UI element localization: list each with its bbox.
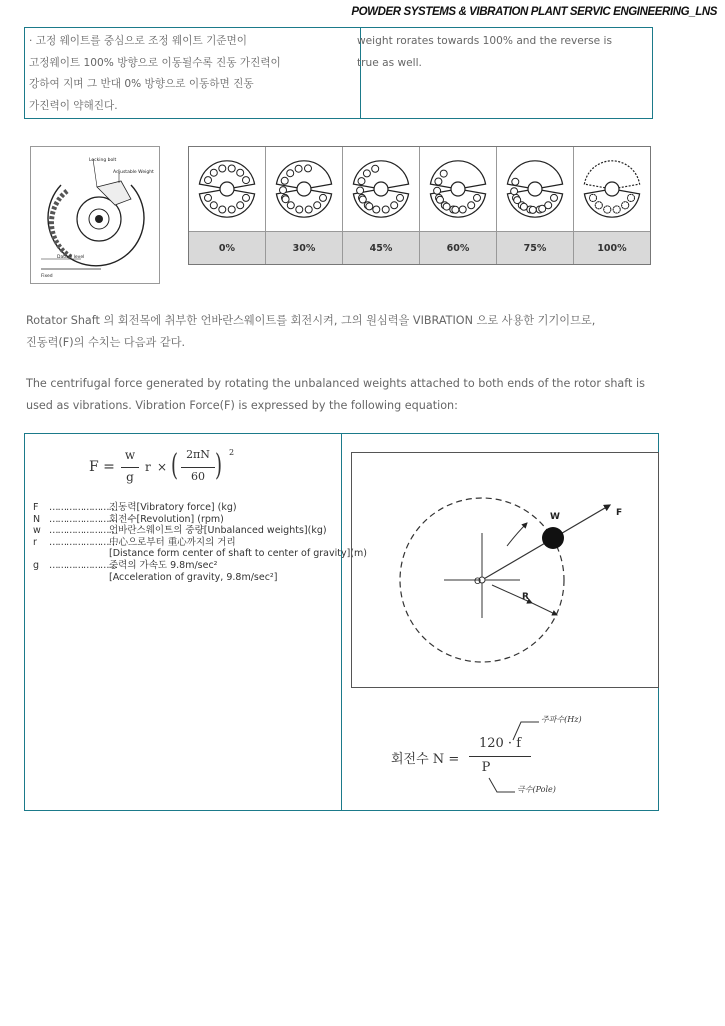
weight-position-image xyxy=(266,147,342,231)
fraction-bar xyxy=(121,467,139,468)
locking-bolt-label: Locking bolt xyxy=(89,158,117,163)
definition-symbol xyxy=(33,548,49,560)
definition-text: 중력의 가속도 9.8m/sec² xyxy=(109,559,218,571)
formula-lhs: F = xyxy=(89,459,115,475)
weight-sector-icon xyxy=(422,153,494,225)
label-w: W xyxy=(550,512,560,522)
definition-row xyxy=(33,537,367,549)
definition-dots: …………………… xyxy=(49,513,117,525)
label-r: R xyxy=(522,592,529,602)
label-f: F xyxy=(616,508,623,518)
english-paragraph xyxy=(26,373,645,417)
korean-paragraph-line: 진동력(F)의 수치는 다음과 같다. xyxy=(26,336,186,349)
weight-position-column xyxy=(266,147,343,264)
formula-exponent: 2 xyxy=(229,448,235,457)
adjustable-weight-label: Adjustable Weight xyxy=(113,170,154,175)
pole-note: 극수(Pole) xyxy=(517,785,556,794)
definition-text: 회전수[Revolution] (rpm) xyxy=(109,513,224,525)
english-line: true as well. xyxy=(357,56,422,69)
formula-times: × xyxy=(157,460,168,474)
description-table xyxy=(24,27,653,119)
weight-position-label: 75% xyxy=(497,231,573,264)
formula-g: g xyxy=(126,470,134,484)
korean-description-cell xyxy=(25,28,361,118)
definition-row xyxy=(33,548,367,560)
definition-symbol: F xyxy=(33,502,39,513)
hz-note: 주파수(Hz) xyxy=(541,715,582,724)
page-header-title: POWDER SYSTEMS & VIBRATION PLANT SERVIC ENGINEERING_LNS xyxy=(351,6,717,18)
definition-symbol: w xyxy=(33,525,41,537)
weight-sector-icon xyxy=(499,153,571,225)
definition-dots: …………………… xyxy=(49,525,117,537)
force-diagram xyxy=(351,452,659,688)
weight-position-label: 0% xyxy=(189,231,265,264)
rpm-numerator: 120 · f xyxy=(478,736,522,751)
weight-position-image xyxy=(420,147,496,231)
definition-symbol: g xyxy=(33,559,40,571)
definition-text: 中心으로부터 重心까지의 거리 xyxy=(109,536,236,548)
variable-definitions xyxy=(33,502,367,583)
definition-row xyxy=(33,525,367,537)
weight-position-label: 60% xyxy=(420,231,496,264)
rpm-label: 회전수 N = xyxy=(391,752,460,767)
definition-row xyxy=(33,502,367,514)
formula-2pin: 2πN xyxy=(186,448,210,461)
definition-dots xyxy=(49,572,109,584)
force-diagram-drawing xyxy=(352,453,658,687)
english-description-cell xyxy=(353,28,652,118)
definition-dots xyxy=(49,548,109,560)
weight-position-label: 100% xyxy=(574,231,650,264)
weight-position-column xyxy=(189,147,266,264)
equation-table xyxy=(24,433,659,811)
korean-line: 고정웨이트 100% 방향으로 이동될수록 진동 가진력이 xyxy=(29,56,281,69)
weight-position-image xyxy=(343,147,419,231)
definition-dots: …………………… xyxy=(49,536,117,548)
definition-text: 언바란스웨이트의 중량[Unbalanced weights](kg) xyxy=(109,525,327,537)
right-paren: ) xyxy=(215,448,223,483)
table-divider xyxy=(341,434,342,810)
weight-position-image xyxy=(497,147,573,231)
weight-position-column xyxy=(574,147,650,264)
weight-sector-icon xyxy=(576,153,648,225)
weight-position-column xyxy=(497,147,574,264)
fraction-bar xyxy=(469,756,531,757)
korean-paragraph xyxy=(26,310,595,354)
weight-position-label: 45% xyxy=(343,231,419,264)
rpm-formula xyxy=(391,712,621,802)
weight-position-image xyxy=(574,147,650,231)
definition-symbol xyxy=(33,572,49,584)
weight-sector-icon xyxy=(268,153,340,225)
label-o: O xyxy=(474,577,482,587)
english-line: weight rorates towards 100% and the reverse is xyxy=(357,35,613,47)
rotor-weight-drawing xyxy=(31,147,159,283)
english-paragraph-line: The centrifugal force generated by rotating the unbalanced weights attached to both ends of the rotor shaft is xyxy=(26,377,645,390)
fixed-label: Fixed xyxy=(41,274,53,279)
formula-r: r xyxy=(145,460,151,474)
weight-position-image xyxy=(189,147,265,231)
rpm-denominator: P xyxy=(481,760,491,775)
fraction-bar xyxy=(181,467,215,468)
formula-60: 60 xyxy=(191,470,205,483)
korean-line: 강하여 지며 그 반대 0% 방향으로 이동하면 진동 xyxy=(29,78,254,90)
definition-dots: …………………… xyxy=(49,502,117,513)
korean-paragraph-line: Rotator Shaft 의 회전목에 취부한 언바란스웨이트를 회전시켜, 그의 원심력을 VIBRATION 으로 사용한 기기이므로, xyxy=(26,314,596,327)
formula-w: w xyxy=(124,448,136,462)
weight-sector-icon xyxy=(345,153,417,225)
definition-text: 진동력[Vibratory force] (kg) xyxy=(109,502,237,513)
english-paragraph-line: used as vibrations. Vibration Force(F) is expressed by the following equation: xyxy=(26,399,458,412)
korean-line: 가진력이 약해진다. xyxy=(29,99,118,112)
weight-position-column xyxy=(343,147,420,264)
definition-row xyxy=(33,514,367,526)
weight-position-column xyxy=(420,147,497,264)
unbalanced-weight-mass xyxy=(542,527,564,549)
weight-position-table xyxy=(188,146,651,265)
definition-text: [Distance form center of shaft to center of gravity](m) xyxy=(109,548,367,560)
definition-row xyxy=(33,572,367,584)
definition-symbol: r xyxy=(33,536,37,548)
left-paren: ( xyxy=(171,448,179,483)
definition-text: [Acceleration of gravity, 9.8m/sec²] xyxy=(109,571,278,583)
vibration-force-formula xyxy=(89,448,319,492)
definition-dots: …………………… xyxy=(49,559,117,571)
weight-position-label: 30% xyxy=(266,231,342,264)
weight-sector-icon xyxy=(191,153,263,225)
definition-symbol: N xyxy=(33,513,41,525)
rotor-weight-figure xyxy=(30,146,160,284)
datum-level-label: Datum level xyxy=(57,255,85,260)
korean-line: · 고정 웨이트를 중심으로 조정 웨이트 기준면이 xyxy=(29,35,248,47)
definition-row xyxy=(33,560,367,572)
